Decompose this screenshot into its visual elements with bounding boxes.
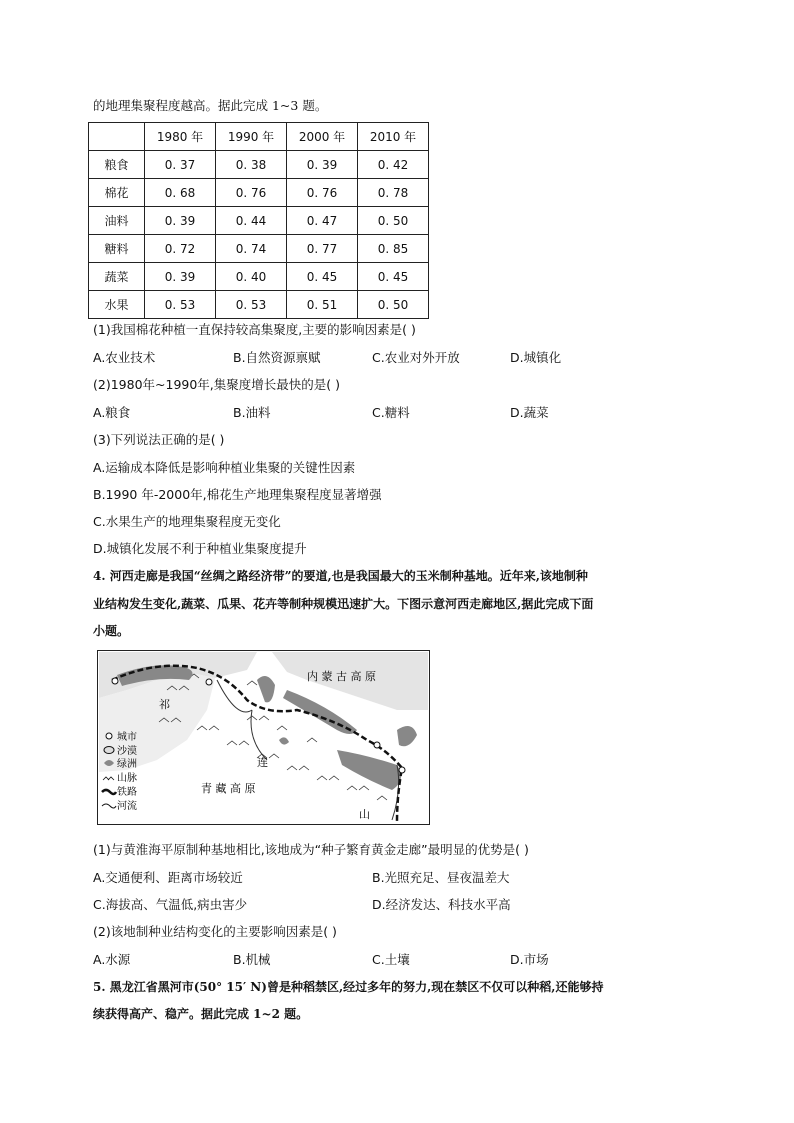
intro-text: 的地理集聚程度越高。据此完成 1~3 题。 xyxy=(93,98,328,113)
q3-option-a[interactable]: A.运输成本降低是影响种植业集聚的关键性因素 xyxy=(93,460,356,475)
table-cell: 0. 39 xyxy=(145,263,216,291)
q4-1-option-c[interactable]: C.海拔高、气温低,病虫害少 xyxy=(93,897,248,912)
q4-1-option-d[interactable]: D.经济发达、科技水平高 xyxy=(372,897,511,912)
table-header-cell xyxy=(89,123,145,151)
table-cell: 0. 76 xyxy=(216,179,287,207)
legend-railway: 铁路 xyxy=(117,787,137,798)
table-cell: 水果 xyxy=(89,291,145,319)
table-row xyxy=(89,179,429,207)
q3-option-b[interactable]: B.1990 年-2000年,棉花生产地理集聚程度显著增强 xyxy=(93,487,382,502)
table-cell: 0. 50 xyxy=(358,207,429,235)
table-cell: 0. 53 xyxy=(216,291,287,319)
table-cell: 糖料 xyxy=(89,235,145,263)
table-cell: 0. 85 xyxy=(358,235,429,263)
q2-option-b[interactable]: B.油料 xyxy=(233,405,271,420)
table-cell: 0. 51 xyxy=(287,291,358,319)
city-marker xyxy=(112,678,118,684)
table-header-cell: 2010 年 xyxy=(358,123,429,151)
q4-1-stem: (1)与黄淮海平原制种基地相比,该地成为“种子繁育黄金走廊”最明显的优势是( ) xyxy=(93,842,529,857)
q1-option-c[interactable]: C.农业对外开放 xyxy=(372,350,460,365)
table-cell: 0. 40 xyxy=(216,263,287,291)
q3-option-c[interactable]: C.水果生产的地理集聚程度无变化 xyxy=(93,514,281,529)
table-cell: 0. 38 xyxy=(216,151,287,179)
q5-intro-line-1: 5. 黑龙江省黑河市(50° 15′ N)曾是种稻禁区,经过多年的努力,现在禁区不仅可以种稻,还能够持 xyxy=(93,980,604,994)
table-row xyxy=(89,207,429,235)
table-cell: 棉花 xyxy=(89,179,145,207)
table-cell: 0. 50 xyxy=(358,291,429,319)
legend-city: 城市 xyxy=(117,732,137,743)
table-header-cell: 1990 年 xyxy=(216,123,287,151)
hexi-corridor-map xyxy=(97,650,430,825)
table-cell: 0. 42 xyxy=(358,151,429,179)
table-row xyxy=(89,151,429,179)
legend-city-icon xyxy=(106,733,112,739)
table-cell: 蔬菜 xyxy=(89,263,145,291)
q1-option-a[interactable]: A.农业技术 xyxy=(93,350,156,365)
q3-option-d[interactable]: D.城镇化发展不利于种植业集聚度提升 xyxy=(93,541,307,556)
table-row xyxy=(89,235,429,263)
q4-2-option-c[interactable]: C.土壤 xyxy=(372,952,410,967)
q1-option-d[interactable]: D.城镇化 xyxy=(510,350,562,365)
table-cell: 0. 78 xyxy=(358,179,429,207)
table-cell: 0. 77 xyxy=(287,235,358,263)
concentration-table xyxy=(88,122,429,319)
q4-1-option-a[interactable]: A.交通便利、距离市场较近 xyxy=(93,870,243,885)
label-qilian-3: 山 xyxy=(359,808,370,821)
q4-1-option-b[interactable]: B.光照充足、昼夜温差大 xyxy=(372,870,510,885)
table-cell: 0. 76 xyxy=(287,179,358,207)
q4-intro-line-3: 小题。 xyxy=(93,624,130,638)
table-cell: 0. 39 xyxy=(145,207,216,235)
table-cell: 0. 53 xyxy=(145,291,216,319)
table-cell: 0. 45 xyxy=(287,263,358,291)
q1-stem: (1)我国棉花种植一直保持较高集聚度,主要的影响因素是( ) xyxy=(93,322,416,337)
label-inner-mongolia: 内 蒙 古 高 原 xyxy=(307,670,376,683)
q2-option-a[interactable]: A.粮食 xyxy=(93,405,131,420)
table-row xyxy=(89,263,429,291)
label-qinghai-tibet: 青 藏 高 原 xyxy=(201,782,256,795)
q2-option-d[interactable]: D.蔬菜 xyxy=(510,405,549,420)
table-cell: 0. 72 xyxy=(145,235,216,263)
table-cell: 0. 47 xyxy=(287,207,358,235)
legend-desert-icon xyxy=(104,747,114,754)
q3-stem: (3)下列说法正确的是( ) xyxy=(93,432,225,447)
q4-2-option-b[interactable]: B.机械 xyxy=(233,952,271,967)
table-cell: 油料 xyxy=(89,207,145,235)
q2-option-c[interactable]: C.糖料 xyxy=(372,405,410,420)
table-cell: 0. 74 xyxy=(216,235,287,263)
table-cell: 粮食 xyxy=(89,151,145,179)
label-qilian-2: 连 xyxy=(257,756,268,769)
table-cell: 0. 37 xyxy=(145,151,216,179)
table-header-cell: 1980 年 xyxy=(145,123,216,151)
q4-2-option-d[interactable]: D.市场 xyxy=(510,952,549,967)
q4-intro-line-1: 4. 河西走廊是我国“丝绸之路经济带”的要道,也是我国最大的玉米制种基地。近年来,该地制种 xyxy=(93,569,588,583)
table-cell: 0. 39 xyxy=(287,151,358,179)
table-cell: 0. 45 xyxy=(358,263,429,291)
q5-intro-line-2: 续获得高产、稳产。据此完成 1~2 题。 xyxy=(93,1007,309,1021)
q2-stem: (2)1980年~1990年,集聚度增长最快的是( ) xyxy=(93,377,341,392)
table-cell: 0. 68 xyxy=(145,179,216,207)
table-row xyxy=(89,291,429,319)
q4-intro-line-2: 业结构发生变化,蔬菜、瓜果、花卉等制种规模迅速扩大。下图示意河西走廊地区,据此完成下面 xyxy=(93,597,594,611)
table-cell: 0. 44 xyxy=(216,207,287,235)
city-marker xyxy=(374,742,380,748)
q4-2-stem: (2)该地制种业结构变化的主要影响因素是( ) xyxy=(93,924,337,939)
city-marker xyxy=(206,679,212,685)
q1-option-b[interactable]: B.自然资源禀赋 xyxy=(233,350,321,365)
label-qilian-1: 祁 xyxy=(159,698,170,711)
legend-river: 河流 xyxy=(117,801,137,812)
legend-oasis: 绿洲 xyxy=(117,759,137,770)
table-header-row xyxy=(89,123,429,151)
legend-mountain: 山脉 xyxy=(117,773,137,784)
legend-desert: 沙漠 xyxy=(117,746,137,757)
table-header-cell: 2000 年 xyxy=(287,123,358,151)
q4-2-option-a[interactable]: A.水源 xyxy=(93,952,131,967)
city-marker xyxy=(399,767,405,773)
